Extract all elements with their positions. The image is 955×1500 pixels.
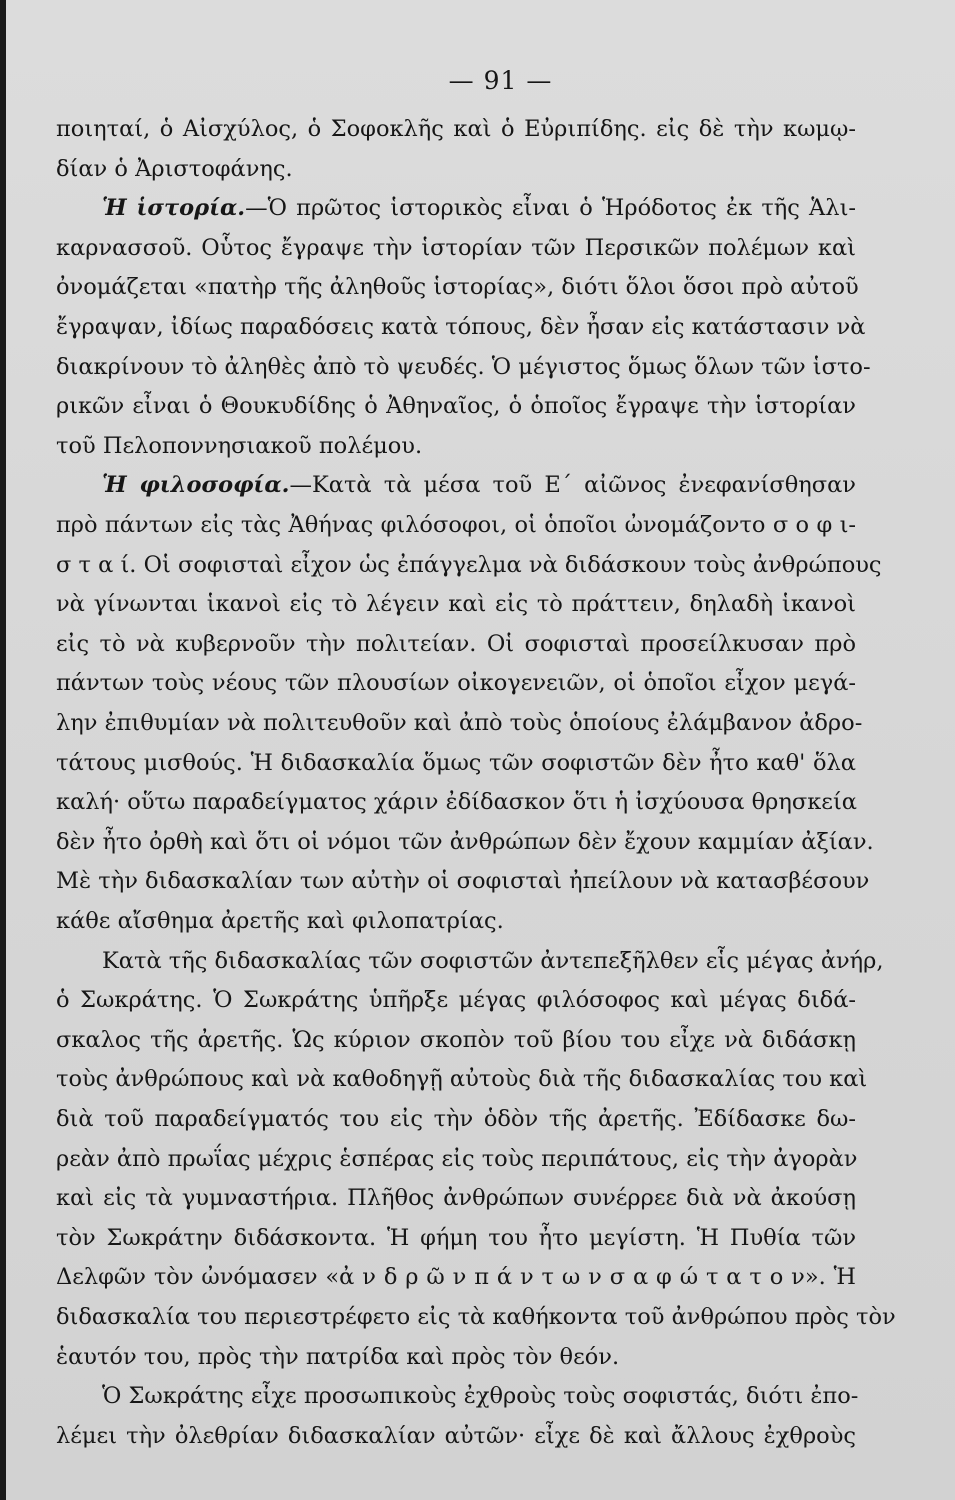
text-line — [56, 1143, 856, 1176]
text-segment: σ τ α ί. Οἱ σοφισταὶ εἶχον ὡς ἐπάγγελμα νὰ διδάσκουν τοὺς ἀνθρώπους — [56, 551, 882, 578]
text-line — [56, 905, 856, 938]
text-segment: πρὸ πάντων εἰς τὰς Ἀθήνας φιλόσοφοι, οἱ ὁποῖοι ὠνομάζοντο σ ο φ ι- — [56, 512, 856, 538]
text-segment: καλή· οὕτω παραδείγματος χάριν ἐδίδασκον ὅτι ἡ ἰσχύουσα θρησκεία — [56, 789, 857, 816]
text-segment: κάθε αἴσθημα ἀρετῆς καὶ φιλοπατρίας. — [56, 908, 504, 934]
text-segment: τοὺς ἀνθρώπους καὶ νὰ καθοδηγῇ αὐτοὺς διὰ τῆς διδασκαλίας του καὶ — [56, 1066, 868, 1093]
text-line — [56, 430, 856, 463]
text-line — [56, 271, 859, 304]
text-line — [56, 549, 882, 582]
text-segment: —Ὁ πρῶτος ἱστορικὸς εἶναι ὁ Ἡρόδοτος ἐκ τῆς Ἁλι- — [245, 195, 856, 222]
text-segment: Μὲ τὴν διδασκαλίαν των αὐτὴν οἱ σοφισταὶ ἠπείλουν νὰ κατασβέσουν — [56, 868, 870, 895]
text-segment: δὲν ἦτο ὀρθὴ καὶ ὅτι οἱ νόμοι τῶν ἀνθρώπων δὲν ἔχουν καμμίαν ἀξίαν. — [56, 828, 874, 855]
text-line — [56, 588, 856, 621]
text-line — [56, 1380, 859, 1413]
text-line — [56, 747, 856, 780]
text-segment: Ὁ Σωκράτης εἶχε προσωπικοὺς ἐχθροὺς τοὺς σοφιστάς, διότι ἐπο- — [102, 1383, 859, 1410]
text-line — [56, 1103, 856, 1136]
section-heading: Ἡ ἱστορία. — [102, 195, 246, 222]
text-line — [56, 469, 856, 502]
text-segment: σκαλος τῆς ἀρετῆς. Ὡς κύριον σκοπὸν τοῦ βίου του εἶχε νὰ διδάσκῃ — [56, 1026, 856, 1053]
text-segment: —Κατὰ τὰ μέσα τοῦ Ε΄ αἰῶνος ἐνεφανίσθησαν — [289, 472, 856, 499]
text-line — [56, 509, 856, 542]
text-segment: ποιηταί, ὁ Αἰσχύλος, ὁ Σοφοκλῆς καὶ ὁ Εὐριπίδης. εἰς δὲ τὴν κωμῳ- — [56, 116, 856, 142]
text-line — [56, 984, 856, 1017]
text-line — [56, 1063, 868, 1096]
text-segment: ἔγραψαν, ἰδίως παραδόσεις κατὰ τόπους, δὲν ἦσαν εἰς κατάστασιν νὰ — [56, 314, 866, 340]
text-segment: Κατὰ τῆς διδασκαλίας τῶν σοφιστῶν ἀντεπεξῆλθεν εἷς μέγας ἀνήρ, — [102, 947, 884, 974]
text-line — [56, 311, 866, 344]
text-segment: διὰ τοῦ παραδείγματός του εἰς τὴν ὁδὸν τῆς ἀρετῆς. Ἐδίδασκε δω- — [56, 1106, 856, 1132]
text-line — [56, 1024, 856, 1057]
text-line — [56, 628, 856, 661]
text-segment: ὁ Σωκράτης. Ὁ Σωκράτης ὑπῆρξε μέγας φιλόσοφος καὶ μέγας διδά- — [56, 987, 856, 1014]
text-segment: καρνασσοῦ. Οὗτος ἔγραψε τὴν ἱστορίαν τῶν Περσικῶν πολέμων καὶ — [56, 234, 856, 261]
text-line — [56, 865, 870, 898]
text-line — [56, 707, 863, 740]
text-segment: τὸν Σωκράτην διδάσκοντα. Ἡ φήμη του ἦτο μεγίστη. Ἡ Πυθία τῶν — [56, 1224, 856, 1251]
text-line — [56, 826, 874, 859]
text-line — [56, 1261, 856, 1294]
text-segment: καὶ εἰς τὰ γυμναστήρια. Πλῆθος ἀνθρώπων συνέρρεε διὰ νὰ ἀκούσῃ — [56, 1185, 856, 1212]
text-line — [56, 153, 856, 186]
text-segment: λέμει τὴν ὀλεθρίαν διδασκαλίαν αὐτῶν· εἶχε δὲ καὶ ἄλλους ἐχθροὺς — [56, 1422, 856, 1449]
text-line — [56, 1222, 856, 1255]
text-line — [56, 945, 884, 978]
section-heading: Ἡ φιλοσοφία. — [102, 472, 290, 499]
text-segment: λην ἐπιθυμίαν νὰ πολιτευθοῦν καὶ ἀπὸ τοὺς ὁποίους ἐλάμβανον ἀδρο- — [56, 710, 863, 736]
text-line — [56, 1420, 856, 1453]
text-segment: εἰς τὸ νὰ κυβερνοῦν τὴν πολιτείαν. Οἱ σοφισταὶ προσείλκυσαν πρὸ — [56, 630, 856, 657]
text-segment: ρεὰν ἀπὸ πρωΐας μέχρις ἑσπέρας εἰς τοὺς περιπάτους, εἰς τὴν ἀγορὰν — [56, 1145, 858, 1172]
text-line — [56, 351, 871, 384]
text-segment: Δελφῶν τὸν ὠνόμασεν «ἀ ν δ ρ ῶ ν π ά ν τ ω ν σ α φ ώ τ α τ ο ν». Ἡ — [56, 1264, 856, 1291]
text-line — [56, 667, 856, 700]
text-line — [56, 1341, 856, 1374]
text-line — [56, 1182, 856, 1215]
text-line — [56, 390, 856, 423]
text-line — [56, 786, 856, 819]
text-line — [56, 192, 856, 225]
page-number: — 91 — — [448, 66, 553, 95]
text-segment: ἑαυτόν του, πρὸς τὴν πατρίδα καὶ πρὸς τὸν θεόν. — [56, 1343, 620, 1370]
text-segment: τάτους μισθούς. Ἡ διδασκαλία ὅμως τῶν σοφιστῶν δὲν ἦτο καθ' ὅλα — [56, 749, 856, 776]
text-line — [56, 113, 856, 146]
text-segment: ρικῶν εἶναι ὁ Θουκυδίδης ὁ Ἀθηναῖος, ὁ ὁποῖος ἔγραψε τὴν ἱστορίαν — [56, 393, 856, 420]
text-segment: διδασκαλία του περιεστρέφετο εἰς τὰ καθήκοντα τοῦ ἀνθρώπου πρὸς τὸν — [56, 1304, 896, 1330]
text-segment: διακρίνουν τὸ ἀληθὲς ἀπὸ τὸ ψευδές. Ὁ μέγιστος ὅμως ὅλων τῶν ἱστο- — [56, 353, 871, 380]
text-segment: ὀνομάζεται «πατὴρ τῆς ἀληθοῦς ἱστορίας», διότι ὅλοι ὅσοι πρὸ αὐτοῦ — [56, 274, 859, 301]
text-line — [56, 1301, 896, 1334]
text-segment: τοῦ Πελοποννησιακοῦ πολέμου. — [56, 432, 423, 459]
text-segment: νὰ γίνωνται ἱκανοὶ εἰς τὸ λέγειν καὶ εἰς τὸ πράττειν, δηλαδὴ ἱκανοὶ — [56, 591, 856, 618]
text-line — [56, 232, 856, 265]
text-segment: δίαν ὁ Ἀριστοφάνης. — [56, 155, 293, 182]
text-segment: πάντων τοὺς νέους τῶν πλουσίων οἰκογενειῶν, οἱ ὁποῖοι εἶχον μεγά- — [56, 670, 856, 697]
